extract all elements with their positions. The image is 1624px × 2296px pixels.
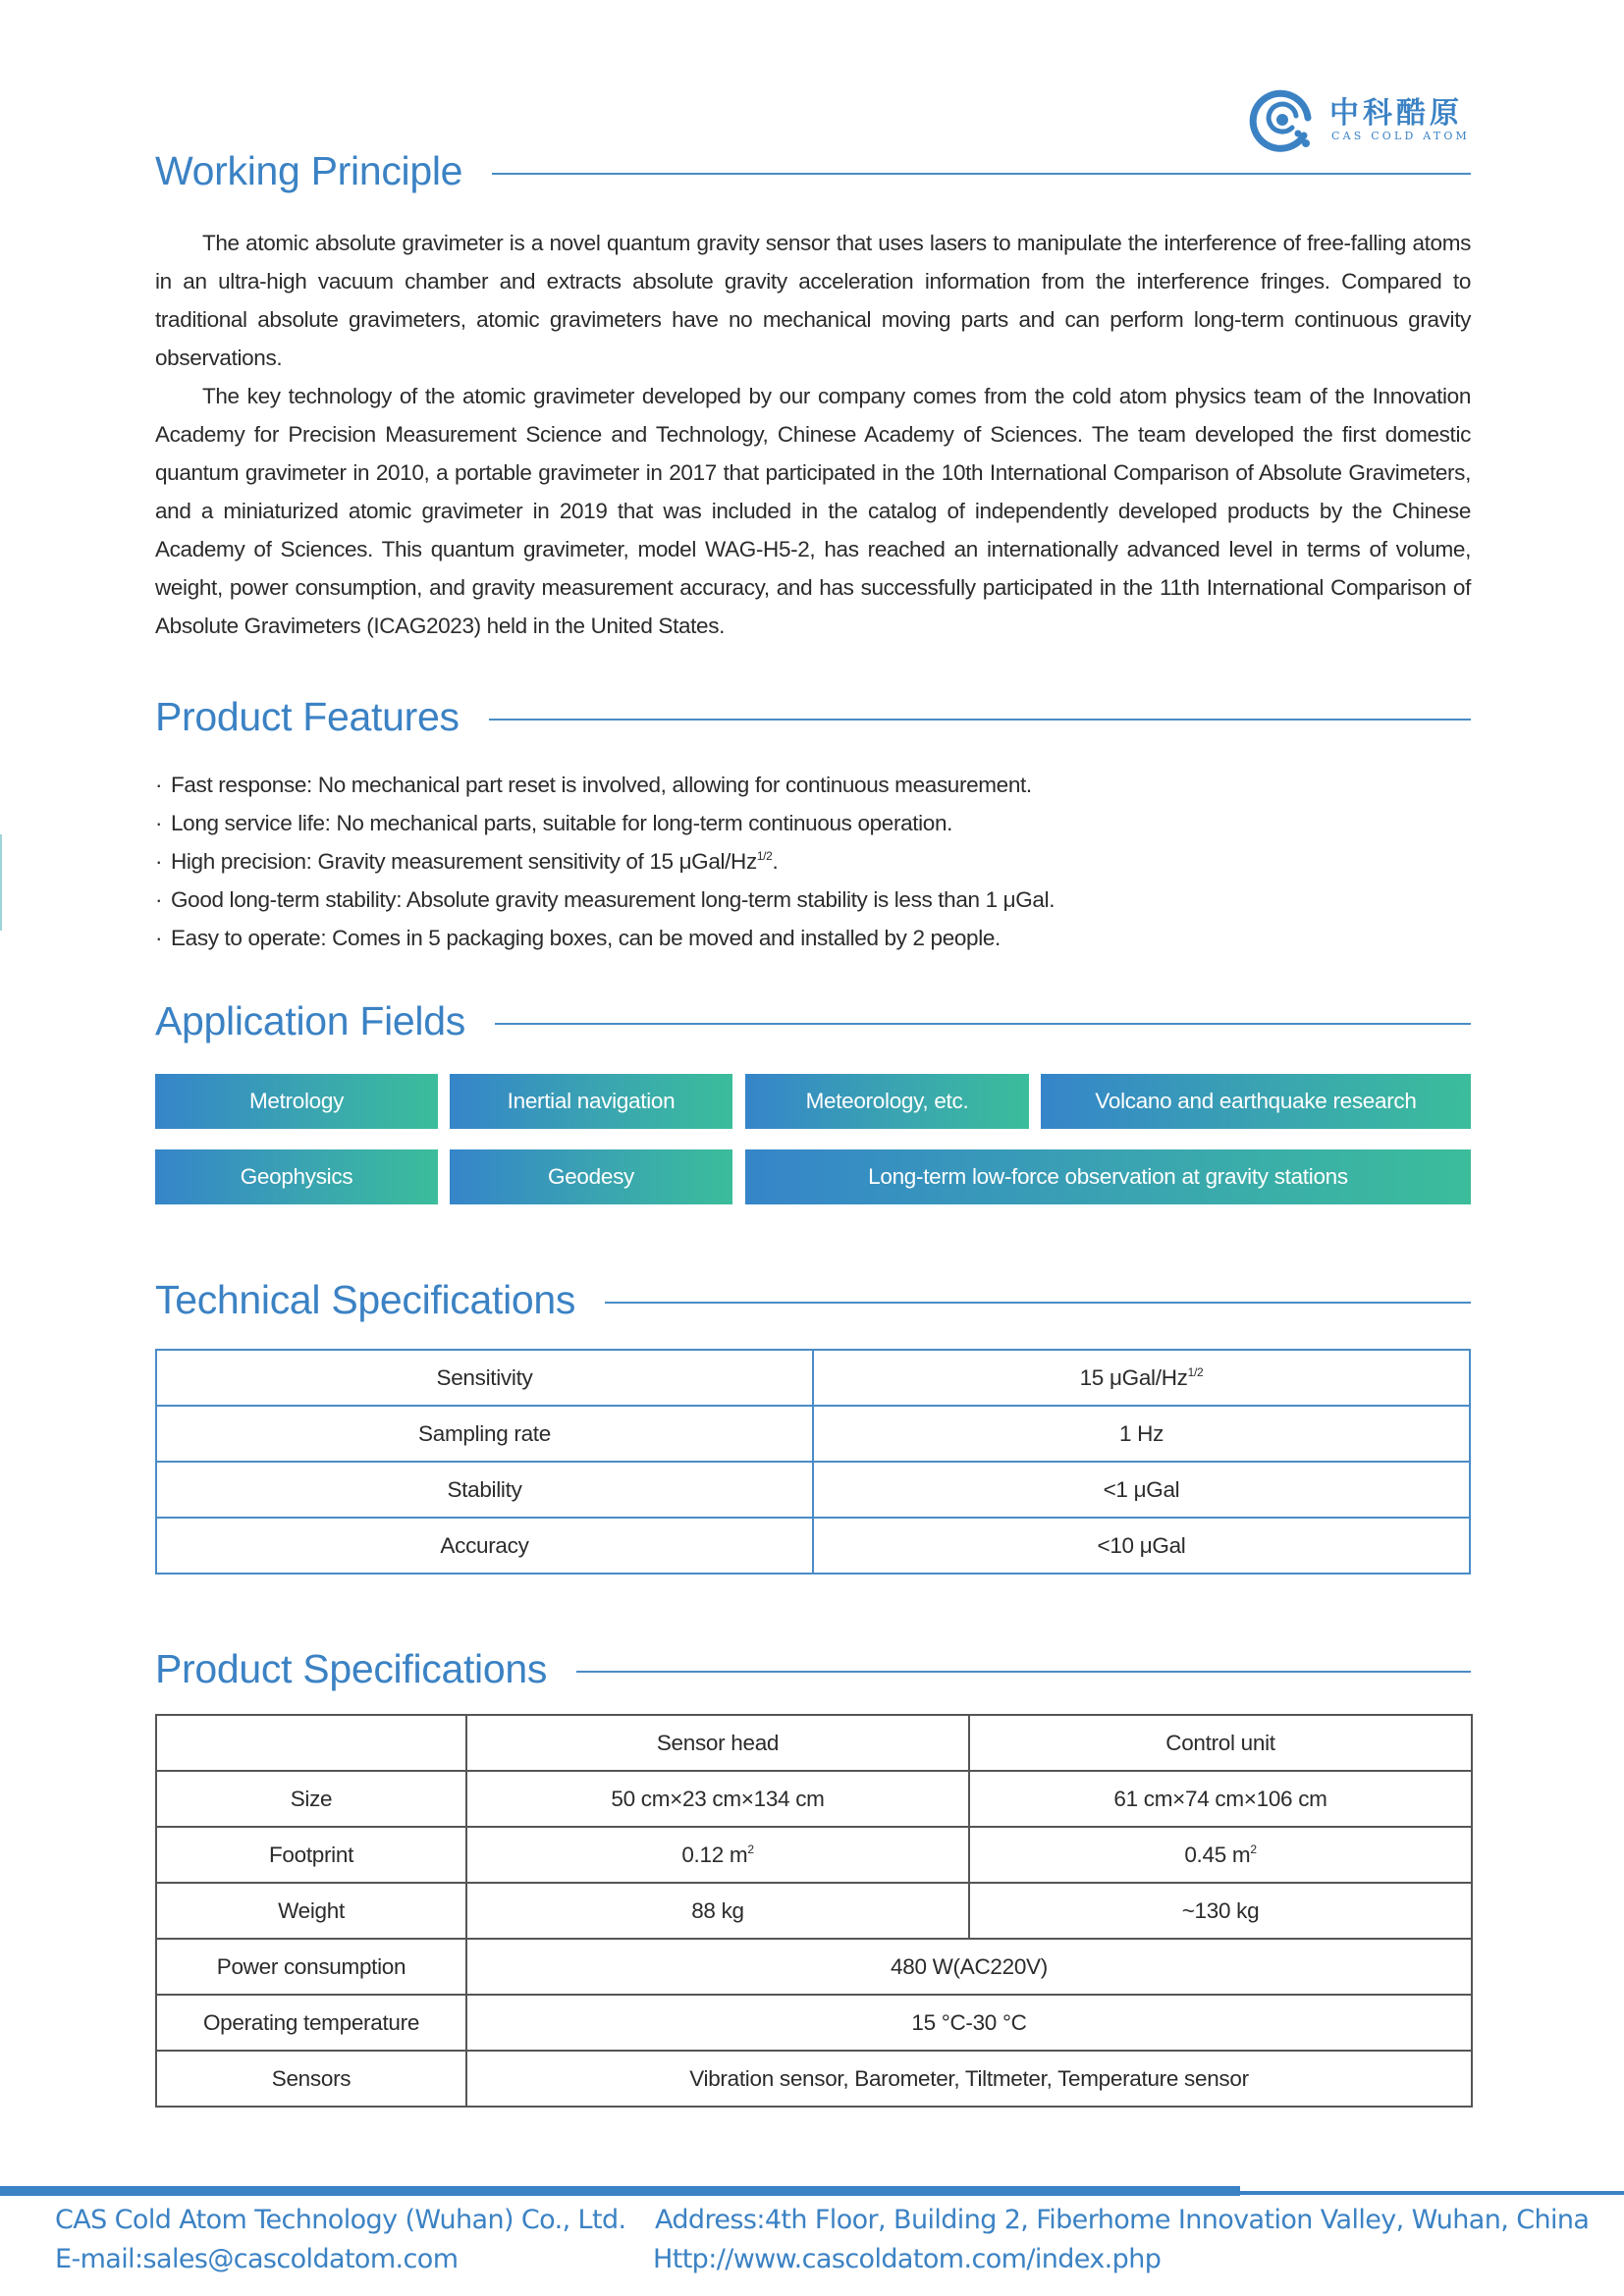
table-row — [156, 1462, 1470, 1518]
feature-text: Good long-term stability: Absolute gravity measurement long-term stability is less than 1 μGal. — [171, 887, 1056, 912]
merged-value: Vibration sensor, Barometer, Tiltmeter, Temperature sensor — [466, 2051, 1472, 2107]
feature-item — [155, 766, 1471, 804]
table-header-row — [156, 1715, 1472, 1771]
section-title: Product Features — [155, 693, 460, 739]
application-tag: Volcano and earthquake research — [1041, 1074, 1471, 1129]
application-tags — [155, 1074, 1471, 1211]
page-edge-mark — [0, 834, 2, 931]
spec-label: Accuracy — [156, 1518, 813, 1574]
footer-website-link[interactable]: Http://www.cascoldatom.com/index.php — [653, 2244, 1162, 2274]
spec-label: Weight — [156, 1883, 466, 1939]
application-tag: Geodesy — [450, 1149, 732, 1204]
spec-label: Sampling rate — [156, 1406, 813, 1462]
application-tag: Inertial navigation — [450, 1074, 732, 1129]
section-title: Product Specifications — [155, 1645, 548, 1691]
feature-item — [155, 842, 1471, 881]
feature-text-tail: . — [772, 849, 779, 874]
control-unit-value: ~130 kg — [969, 1883, 1472, 1939]
footer-bar-thin — [1240, 2191, 1624, 2195]
spec-label: Size — [156, 1771, 466, 1827]
application-tag: Metrology — [155, 1074, 438, 1129]
section-divider — [576, 1671, 1471, 1673]
table-row — [156, 1771, 1472, 1827]
table-row — [156, 1406, 1470, 1462]
spec-label: Operating temperature — [156, 1995, 466, 2051]
bullet: · — [155, 887, 163, 912]
footer-company: CAS Cold Atom Technology (Wuhan) Co., Ltd. — [55, 2205, 626, 2235]
section-divider — [489, 719, 1471, 721]
product-specifications-section — [155, 1641, 1471, 2108]
feature-list — [155, 766, 1471, 957]
section-title: Technical Specifications — [155, 1276, 576, 1322]
footer-bar — [0, 2186, 1240, 2196]
feature-item — [155, 804, 1471, 842]
feature-text: Easy to operate: Comes in 5 packaging boxes, can be moved and installed by 2 people. — [171, 926, 1001, 950]
feature-text: High precision: Gravity measurement sensitivity of 15 μGal/Hz — [171, 849, 757, 874]
table-row — [156, 1518, 1470, 1574]
technical-specifications-section — [155, 1272, 1471, 1575]
section-divider — [495, 1023, 1471, 1025]
logo-chinese-name: 中科酷原 — [1329, 96, 1463, 131]
bullet: · — [155, 926, 163, 950]
column-header: Sensor head — [466, 1715, 969, 1771]
paragraph: The key technology of the atomic gravimeter developed by our company comes from the cold atom physics team of the Innovation Academy for Precision Measurement Science and Technology, Chinese Academy of Sciences. The team developed the first domestic quantum gravimeter in 2010, a portable gravimeter in 2017 that participated in the 10th International Comparison of Absolute Gravimeters, and a miniaturized atomic gravimeter in 2019 that was included in the catalog of independently developed products by the Chinese Academy of Sciences. This quantum gravimeter, model WAG-H5-2, has reached an internationally advanced level in terms of volume, weight, power consumption, and gravity measurement accuracy, and has successfully participated in the 11th International Comparison of Absolute Gravimeters (ICAG2023) held in the United States. — [155, 384, 1471, 638]
application-tag: Geophysics — [155, 1149, 438, 1204]
section-divider — [492, 173, 1471, 175]
footer-email-link[interactable]: E-mail:sales@cascoldatom.com — [55, 2244, 459, 2274]
table-row — [156, 1350, 1470, 1406]
spec-label: Sensitivity — [156, 1350, 813, 1406]
section-title: Working Principle — [155, 147, 463, 193]
control-unit-value: 61 cm×74 cm×106 cm — [969, 1771, 1472, 1827]
feature-text: Fast response: No mechanical part reset is involved, allowing for continuous measurement. — [171, 773, 1032, 797]
column-header — [156, 1715, 466, 1771]
technical-specifications-table — [155, 1349, 1471, 1575]
spec-value: 15 μGal/$Hz^{1/2}$ — [813, 1350, 1470, 1406]
product-features-section — [155, 689, 1471, 957]
spec-value: 1 Hz — [813, 1406, 1470, 1462]
spec-label: Power consumption — [156, 1939, 466, 1995]
merged-value: 15 °C-30 °C — [466, 1995, 1472, 2051]
bullet: · — [155, 773, 163, 797]
spec-label: Stability — [156, 1462, 813, 1518]
product-specifications-table — [155, 1714, 1473, 2108]
superscript: 1/2 — [756, 849, 773, 863]
logo-english-name: CAS COLD ATOM — [1331, 130, 1471, 142]
table-row — [156, 2051, 1472, 2107]
working-principle-section — [155, 143, 1471, 645]
footer-address: Address:4th Floor, Building 2, Fiberhome Innovation Valley, Wuhan, China — [655, 2205, 1590, 2235]
merged-value: 480 W(AC220V) — [466, 1939, 1472, 1995]
sensor-head-value: 88 kg — [466, 1883, 969, 1939]
spec-label: Footprint — [156, 1827, 466, 1883]
feature-item — [155, 881, 1471, 919]
table-row — [156, 1883, 1472, 1939]
spec-value: <10 μGal — [813, 1518, 1470, 1574]
feature-text: Long service life: No mechanical parts, suitable for long-term continuous operation. — [171, 811, 953, 835]
column-header: Control unit — [969, 1715, 1472, 1771]
section-title: Application Fields — [155, 997, 465, 1043]
application-tag: Meteorology, etc. — [745, 1074, 1029, 1129]
spec-value: <1 μGal — [813, 1462, 1470, 1518]
paragraph: The atomic absolute gravimeter is a novel quantum gravity sensor that uses lasers to manipulate the interference of free-falling atoms in an ultra-high vacuum chamber and extracts absolute gravity acceleration information from the interference fringes. Compared to traditional absolute gravimeters, atomic gravimeters have no mechanical moving parts and can perform long-term continuous gravity observations. — [155, 231, 1471, 370]
control-unit-value: 0.45 $m^2$ — [969, 1827, 1472, 1883]
table-row — [156, 1827, 1472, 1883]
bullet: · — [155, 849, 163, 874]
table-row — [156, 1939, 1472, 1995]
feature-item — [155, 919, 1471, 957]
spec-label: Sensors — [156, 2051, 466, 2107]
table-row — [156, 1995, 1472, 2051]
application-fields-section — [155, 993, 1471, 1211]
section-divider — [605, 1302, 1471, 1304]
application-tag: Long-term low-force observation at gravity stations — [745, 1149, 1471, 1204]
sensor-head-value: 50 cm×23 cm×134 cm — [466, 1771, 969, 1827]
sensor-head-value: 0.12 $m^2$ — [466, 1827, 969, 1883]
bullet: · — [155, 811, 163, 835]
